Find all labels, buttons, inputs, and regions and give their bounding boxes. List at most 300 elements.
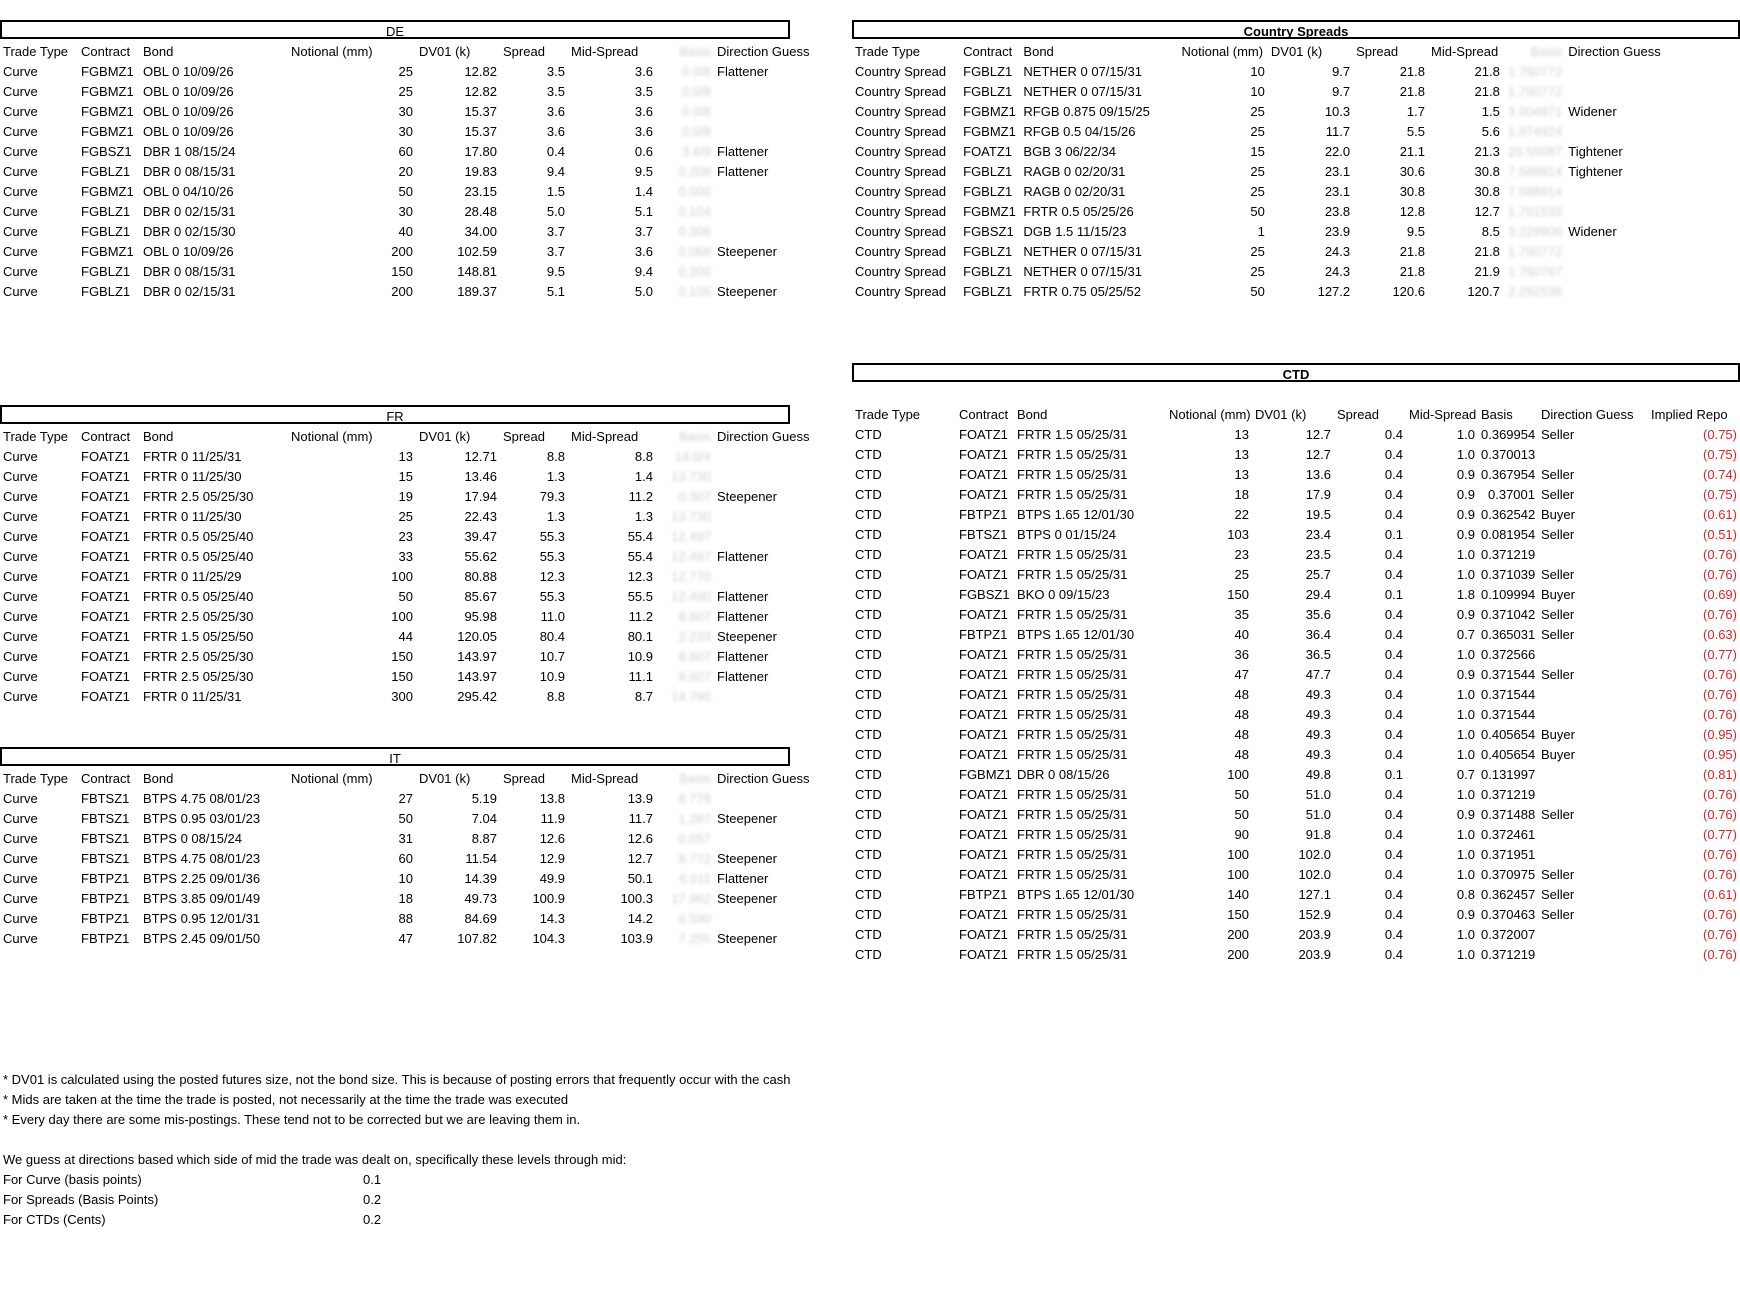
table-cell: 102.59 bbox=[457, 244, 497, 259]
table-cell: FOATZ1 bbox=[959, 907, 1008, 922]
table-cell bbox=[1538, 545, 1648, 565]
table-cell: 12.6 bbox=[539, 831, 565, 846]
table-cell: Curve bbox=[3, 64, 38, 79]
table-cell: FOATZ1 bbox=[81, 689, 130, 704]
table-cell: FBTSZ1 bbox=[81, 831, 130, 846]
table-cell: 0.367954 bbox=[1481, 467, 1536, 482]
table-cell: 0.4 bbox=[1384, 947, 1403, 962]
table-cell: (0.95) bbox=[1703, 747, 1737, 762]
table-cell: 1.0 bbox=[1456, 827, 1475, 842]
table-cell: 0.371219 bbox=[1481, 787, 1536, 802]
table-cell: Curve bbox=[3, 669, 38, 684]
table-cell: Curve bbox=[3, 164, 38, 179]
table-cell: 0.1 bbox=[1384, 527, 1403, 542]
table-cell: FGBMZ1 bbox=[81, 244, 134, 259]
table-cell: 0.6 bbox=[634, 144, 653, 159]
table-row bbox=[0, 487, 824, 507]
level-label: For Spreads (Basis Points) bbox=[3, 1192, 159, 1207]
table-cell: 20.55087 bbox=[1508, 144, 1563, 159]
column-header: DV01 (k) bbox=[419, 771, 471, 786]
table-cell: 203.9 bbox=[1298, 947, 1331, 962]
table-cell: 8.772 bbox=[678, 851, 711, 866]
table-cell: 49.3 bbox=[1305, 727, 1331, 742]
table-cell: FOATZ1 bbox=[963, 144, 1012, 159]
table-cell: 0.4 bbox=[1384, 627, 1403, 642]
column-header: Trade Type bbox=[3, 771, 69, 786]
table-cell: BTPS 0.95 03/01/23 bbox=[143, 811, 261, 826]
table-cell: FGBSZ1 bbox=[963, 224, 1014, 239]
table-cell: 0.4 bbox=[1384, 467, 1403, 482]
table-cell: BGB 3 06/22/34 bbox=[1023, 144, 1116, 159]
column-header: Bond bbox=[143, 771, 174, 786]
table-cell: 12.7 bbox=[1305, 427, 1331, 442]
table-cell: 0.208 bbox=[678, 164, 711, 179]
table-cell bbox=[714, 122, 824, 142]
table-row bbox=[0, 447, 824, 467]
table-cell: 0.0/8 bbox=[682, 104, 711, 119]
table-cell: CTD bbox=[855, 647, 882, 662]
table-cell: 49.8 bbox=[1305, 767, 1331, 782]
table-cell: FRTR 0 11/25/30 bbox=[143, 469, 242, 484]
table-cell: FRTR 1.5 05/25/31 bbox=[1017, 907, 1128, 922]
table-cell: 12.9 bbox=[539, 851, 565, 866]
table-cell: CTD bbox=[855, 867, 882, 882]
level-label: For Curve (basis points) bbox=[3, 1172, 142, 1187]
table-cell: (0.76) bbox=[1703, 547, 1737, 562]
table-cell: 12.497 bbox=[671, 549, 711, 564]
table-cell bbox=[1538, 445, 1648, 465]
table-cell: 0.307 bbox=[678, 489, 711, 504]
table-cell: FRTR 1.5 05/25/31 bbox=[1017, 747, 1128, 762]
table-cell: 0.372566 bbox=[1481, 647, 1536, 662]
table-row bbox=[852, 505, 1740, 525]
table-row bbox=[0, 849, 824, 869]
table-cell: 13.730 bbox=[671, 469, 711, 484]
table-cell: (0.76) bbox=[1703, 787, 1737, 802]
table-cell: 0.081954 bbox=[1481, 527, 1536, 542]
table-cell: 21.1 bbox=[1399, 144, 1425, 159]
table-cell: 0.7 bbox=[1456, 767, 1475, 782]
table-cell: Flattener bbox=[717, 609, 769, 624]
table-cell: 21.8 bbox=[1474, 244, 1500, 259]
table-cell: 3.6 bbox=[546, 104, 565, 119]
table-cell: 127.2 bbox=[1317, 284, 1351, 299]
table-cell: 50 bbox=[1234, 787, 1249, 802]
table-cell: 15.37 bbox=[464, 124, 497, 139]
table-cell: 49.3 bbox=[1305, 707, 1331, 722]
table-row bbox=[852, 82, 1740, 102]
table-cell: DBR 1 08/15/24 bbox=[143, 144, 236, 159]
table-cell: 80.88 bbox=[464, 569, 497, 584]
table-cell: 15 bbox=[398, 469, 413, 484]
table-cell: 30 bbox=[398, 104, 413, 119]
table-row bbox=[852, 485, 1740, 505]
table-cell: (0.77) bbox=[1703, 647, 1737, 662]
table-cell bbox=[714, 182, 824, 202]
table-cell: CTD bbox=[855, 947, 882, 962]
table-cell bbox=[714, 687, 824, 707]
table-cell: 9.7 bbox=[1332, 64, 1351, 79]
table-cell: 3.6 bbox=[546, 124, 565, 139]
table-row bbox=[852, 182, 1740, 202]
table-cell: 1.0 bbox=[1456, 847, 1475, 862]
table-cell: 12.8 bbox=[1399, 204, 1425, 219]
table-cell: 0.4 bbox=[1384, 707, 1403, 722]
table-cell: 15 bbox=[1250, 144, 1265, 159]
table-cell: 103 bbox=[1227, 527, 1249, 542]
table-cell: 21.8 bbox=[1474, 84, 1500, 99]
table-cell: 11.7 bbox=[628, 811, 653, 826]
table-cell: 0.371039 bbox=[1481, 567, 1536, 582]
table-cell: 0.362542 bbox=[1481, 507, 1536, 522]
header-row bbox=[852, 405, 1740, 425]
table-cell: 0.4 bbox=[1384, 547, 1403, 562]
table-cell: 143.97 bbox=[457, 649, 497, 664]
table-cell: 0.4 bbox=[1384, 787, 1403, 802]
table-row bbox=[0, 222, 824, 242]
table-cell: Curve bbox=[3, 489, 38, 504]
table-cell: FRTR 1.5 05/25/50 bbox=[143, 629, 254, 644]
table-row bbox=[0, 262, 824, 282]
table-row bbox=[852, 685, 1740, 705]
table-cell: Curve bbox=[3, 244, 38, 259]
table-cell: 100.9 bbox=[532, 891, 565, 906]
table-row bbox=[852, 765, 1740, 785]
table-cell: 44 bbox=[398, 629, 413, 644]
table-cell: 140 bbox=[1227, 887, 1249, 902]
table-cell: FOATZ1 bbox=[959, 427, 1008, 442]
table-cell: Curve bbox=[3, 509, 38, 524]
table-cell: Seller bbox=[1541, 607, 1575, 622]
table-cell: Seller bbox=[1541, 567, 1575, 582]
table-cell bbox=[714, 262, 824, 282]
table-cell: 23.9 bbox=[1324, 224, 1351, 239]
table-cell: FRTR 1.5 05/25/31 bbox=[1017, 927, 1128, 942]
table-cell: Curve bbox=[3, 871, 38, 886]
table-cell: FRTR 1.5 05/25/31 bbox=[1017, 787, 1128, 802]
table-cell: 3.7 bbox=[634, 224, 653, 239]
table-cell: FOATZ1 bbox=[81, 569, 130, 584]
table-cell: FGBMZ1 bbox=[963, 204, 1016, 219]
table-cell: 0.371544 bbox=[1481, 707, 1536, 722]
table-cell: 1.0 bbox=[1456, 927, 1475, 942]
table-cell: BTPS 2.25 09/01/36 bbox=[143, 871, 261, 886]
note-mispostings: * Every day there are some mis-postings. These tend not to be corrected but we are leaving them in. bbox=[3, 1112, 581, 1127]
table-cell: 91.8 bbox=[1305, 827, 1331, 842]
table-cell bbox=[1538, 645, 1648, 665]
table-row bbox=[852, 645, 1740, 665]
table-cell: 23 bbox=[398, 529, 413, 544]
table-cell: 33 bbox=[398, 549, 413, 564]
table-cell: FOATZ1 bbox=[959, 647, 1008, 662]
table-cell: 5.6 bbox=[1481, 124, 1500, 139]
table-cell: 10.3 bbox=[1324, 104, 1351, 119]
table-cell: FRTR 0 11/25/31 bbox=[143, 449, 242, 464]
table-row bbox=[852, 222, 1740, 242]
table-cell: FGBMZ1 bbox=[81, 184, 134, 199]
table-cell: 49.3 bbox=[1305, 687, 1331, 702]
table-cell: Flattener bbox=[717, 164, 769, 179]
table-cell: OBL 0 04/10/26 bbox=[143, 184, 234, 199]
table-cell: 21.9 bbox=[1474, 264, 1500, 279]
table-cell: 8.8 bbox=[634, 449, 653, 464]
note-mids: * Mids are taken at the time the trade is posted, not necessarily at the time the trade was executed bbox=[3, 1092, 569, 1107]
table-cell: 0.4 bbox=[1384, 427, 1403, 442]
table-cell: 3.229906 bbox=[1508, 224, 1563, 239]
ctd-title: CTD bbox=[852, 363, 1740, 382]
table-cell: 40 bbox=[1234, 627, 1249, 642]
note-dv01: * DV01 is calculated using the posted futures size, not the bond size. This is because of posting errors that frequently occur with the cash bbox=[3, 1072, 791, 1087]
it-table bbox=[0, 769, 824, 949]
table-cell: CTD bbox=[855, 827, 882, 842]
table-cell: Steepener bbox=[717, 851, 777, 866]
table-cell: 5.0 bbox=[546, 204, 565, 219]
column-header: Direction Guess bbox=[717, 771, 810, 786]
table-cell: 48 bbox=[1234, 747, 1249, 762]
table-cell: 100 bbox=[1227, 867, 1249, 882]
table-cell: 13 bbox=[1234, 467, 1249, 482]
table-cell: 50 bbox=[398, 589, 413, 604]
table-cell: OBL 0 10/09/26 bbox=[143, 64, 234, 79]
table-cell: FGBSZ1 bbox=[959, 587, 1010, 602]
table-cell: 104.3 bbox=[532, 931, 565, 946]
table-cell: 12.497 bbox=[671, 529, 711, 544]
table-cell: 10 bbox=[1250, 84, 1265, 99]
table-cell: CTD bbox=[855, 487, 882, 502]
table-cell: FGBLZ1 bbox=[81, 204, 131, 219]
table-cell: OBL 0 10/09/26 bbox=[143, 104, 234, 119]
table-cell: Curve bbox=[3, 831, 38, 846]
table-cell: 8.7 bbox=[634, 689, 653, 704]
table-cell: 10.9 bbox=[627, 649, 653, 664]
table-cell: DBR 0 02/15/30 bbox=[143, 224, 236, 239]
table-cell: OBL 0 10/09/26 bbox=[143, 124, 234, 139]
table-cell: 27 bbox=[398, 791, 413, 806]
column-header: Notional (mm) bbox=[291, 771, 373, 786]
table-cell: Curve bbox=[3, 449, 38, 464]
table-cell: FGBLZ1 bbox=[81, 164, 131, 179]
table-cell: 0.8 bbox=[1456, 887, 1475, 902]
table-cell: 120.7 bbox=[1467, 284, 1500, 299]
table-row bbox=[852, 62, 1740, 82]
table-cell: 30.8 bbox=[1399, 184, 1425, 199]
table-row bbox=[0, 82, 824, 102]
table-cell: Curve bbox=[3, 84, 38, 99]
table-cell: 25 bbox=[398, 64, 413, 79]
table-cell: 0.4 bbox=[1384, 907, 1403, 922]
table-cell: 1.760772 bbox=[1508, 84, 1563, 99]
table-cell: 21.8 bbox=[1399, 244, 1425, 259]
column-header: Notional (mm) bbox=[291, 44, 373, 59]
table-cell: Curve bbox=[3, 609, 38, 624]
table-cell: 1.3 bbox=[634, 509, 653, 524]
note-spacer bbox=[3, 1130, 790, 1150]
table-cell: 14.790 bbox=[671, 689, 711, 704]
table-row bbox=[0, 162, 824, 182]
table-cell: 0.9 bbox=[1456, 527, 1475, 542]
table-cell: 28.48 bbox=[464, 204, 497, 219]
table-cell: Curve bbox=[3, 891, 38, 906]
table-cell: 0.371544 bbox=[1481, 687, 1536, 702]
table-cell: 12.82 bbox=[464, 64, 497, 79]
table-cell: 1.0 bbox=[1456, 427, 1475, 442]
table-cell: Seller bbox=[1541, 887, 1575, 902]
table-cell: 11.9 bbox=[540, 811, 565, 826]
table-cell: FRTR 0.5 05/25/40 bbox=[143, 549, 254, 564]
table-row bbox=[0, 869, 824, 889]
table-cell: Country Spread bbox=[855, 124, 947, 139]
table-cell: Seller bbox=[1541, 667, 1575, 682]
table-cell: 29.4 bbox=[1305, 587, 1331, 602]
table-row bbox=[852, 282, 1740, 302]
it-title: IT bbox=[0, 747, 790, 766]
table-cell: 80.1 bbox=[627, 629, 653, 644]
table-cell: 12.770 bbox=[671, 569, 711, 584]
table-row bbox=[852, 545, 1740, 565]
column-header: Mid-Spread bbox=[571, 44, 639, 59]
table-cell: 0.4 bbox=[1384, 867, 1403, 882]
table-cell: FRTR 1.5 05/25/31 bbox=[1017, 547, 1128, 562]
table-cell: FGBMZ1 bbox=[81, 64, 134, 79]
table-row bbox=[0, 627, 824, 647]
table-cell: FBTPZ1 bbox=[81, 931, 130, 946]
table-row bbox=[0, 929, 824, 949]
table-row bbox=[852, 242, 1740, 262]
table-row bbox=[0, 547, 824, 567]
table-cell: 60 bbox=[398, 851, 413, 866]
table-cell: 85.67 bbox=[464, 589, 497, 604]
table-cell: 0.4 bbox=[1384, 507, 1403, 522]
table-cell: Curve bbox=[3, 549, 38, 564]
table-cell: 19.83 bbox=[464, 164, 497, 179]
table-cell: FOATZ1 bbox=[81, 589, 130, 604]
table-cell: CTD bbox=[855, 887, 882, 902]
table-cell: FBTPZ1 bbox=[959, 887, 1008, 902]
note-direction: We guess at directions based which side of mid the trade was dealt on, specifically these levels through mid: bbox=[3, 1152, 627, 1167]
table-cell: (0.76) bbox=[1703, 607, 1737, 622]
table-cell: 3.5 bbox=[546, 84, 565, 99]
level-spreads bbox=[3, 1190, 790, 1210]
table-cell: 11.0 bbox=[540, 609, 565, 624]
table-cell: 100 bbox=[391, 569, 413, 584]
table-cell: FOATZ1 bbox=[81, 549, 130, 564]
table-cell: FRTR 0 11/25/30 bbox=[143, 509, 242, 524]
table-cell: FOATZ1 bbox=[81, 629, 130, 644]
table-cell: FOATZ1 bbox=[81, 529, 130, 544]
column-header: Mid-Spread bbox=[571, 771, 639, 786]
table-cell: FRTR 0 11/25/29 bbox=[143, 569, 242, 584]
table-row bbox=[0, 567, 824, 587]
table-cell bbox=[714, 222, 824, 242]
table-cell: RFGB 0.875 09/15/25 bbox=[1023, 104, 1150, 119]
table-cell: 0.4 bbox=[1384, 687, 1403, 702]
table-cell: FRTR 1.5 05/25/31 bbox=[1017, 667, 1128, 682]
table-cell: 0.4 bbox=[1384, 747, 1403, 762]
table-cell: 8.5 bbox=[1481, 224, 1500, 239]
table-cell: 102.0 bbox=[1298, 867, 1331, 882]
table-cell: 143.97 bbox=[457, 669, 497, 684]
table-cell: 13 bbox=[398, 449, 413, 464]
table-row bbox=[0, 102, 824, 122]
table-cell: 0.104 bbox=[678, 204, 711, 219]
table-cell: 0.9 bbox=[1456, 507, 1475, 522]
table-cell: 120.05 bbox=[457, 629, 497, 644]
table-cell: 150 bbox=[1227, 907, 1249, 922]
table-cell: 7.04 bbox=[471, 811, 497, 826]
table-cell: 8.87 bbox=[471, 831, 497, 846]
table-cell: 8.607 bbox=[678, 669, 711, 684]
table-cell: Country Spread bbox=[855, 104, 947, 119]
header-row bbox=[0, 42, 824, 62]
level-ctds bbox=[3, 1210, 790, 1230]
table-cell: FOATZ1 bbox=[959, 847, 1008, 862]
table-cell: FOATZ1 bbox=[959, 467, 1008, 482]
table-cell: 127.1 bbox=[1298, 887, 1331, 902]
table-cell: 1.0 bbox=[1456, 787, 1475, 802]
table-cell: 0.1 bbox=[1384, 587, 1403, 602]
table-cell: 1.0 bbox=[1456, 687, 1475, 702]
table-cell: 22.0 bbox=[1324, 144, 1351, 159]
table-cell: 0.7 bbox=[1456, 627, 1475, 642]
table-cell: 5.1 bbox=[546, 284, 565, 299]
table-cell: 36.4 bbox=[1305, 627, 1331, 642]
table-cell: 1.5 bbox=[1481, 104, 1500, 119]
table-cell: NETHER 0 07/15/31 bbox=[1023, 64, 1142, 79]
table-cell: 17.94 bbox=[464, 489, 497, 504]
table-cell: 0.371219 bbox=[1481, 547, 1536, 562]
table-cell bbox=[1538, 785, 1648, 805]
table-cell: FRTR 1.5 05/25/31 bbox=[1017, 807, 1128, 822]
table-cell: Seller bbox=[1541, 627, 1575, 642]
table-cell: CTD bbox=[855, 807, 882, 822]
table-cell: FOATZ1 bbox=[959, 607, 1008, 622]
table-cell: 14.3 bbox=[539, 911, 565, 926]
table-cell: 150 bbox=[1227, 587, 1249, 602]
column-header: Spread bbox=[503, 44, 545, 59]
table-cell: FRTR 1.5 05/25/31 bbox=[1017, 427, 1128, 442]
table-cell: Tightener bbox=[1568, 164, 1623, 179]
table-cell: 12.490 bbox=[671, 589, 711, 604]
table-cell: BTPS 0 08/15/24 bbox=[143, 831, 243, 846]
table-cell: 19.5 bbox=[1305, 507, 1331, 522]
table-cell: 11.1 bbox=[628, 669, 653, 684]
table-cell: FOATZ1 bbox=[959, 747, 1008, 762]
table-cell: Curve bbox=[3, 931, 38, 946]
table-cell: CTD bbox=[855, 727, 882, 742]
table-cell: 49.3 bbox=[1305, 747, 1331, 762]
table-cell: FRTR 1.5 05/25/31 bbox=[1017, 687, 1128, 702]
table-cell: FOATZ1 bbox=[959, 687, 1008, 702]
table-cell: FOATZ1 bbox=[81, 669, 130, 684]
table-cell: 55.3 bbox=[539, 549, 565, 564]
column-header: Direction Guess bbox=[717, 429, 810, 444]
table-cell: NETHER 0 07/15/31 bbox=[1023, 84, 1142, 99]
table-cell: 3.004971 bbox=[1508, 104, 1563, 119]
table-cell: 84.69 bbox=[464, 911, 497, 926]
table-cell: 1.3 bbox=[546, 509, 565, 524]
table-cell: FOATZ1 bbox=[81, 509, 130, 524]
table-cell: CTD bbox=[855, 547, 882, 562]
column-header: Spread bbox=[503, 429, 545, 444]
table-cell: 0.200 bbox=[678, 264, 711, 279]
column-header: Bond bbox=[143, 429, 174, 444]
table-cell: 7.588914 bbox=[1508, 164, 1563, 179]
table-cell: 25 bbox=[1250, 184, 1265, 199]
table-cell: Curve bbox=[3, 104, 38, 119]
table-cell: (0.61) bbox=[1703, 887, 1737, 902]
table-cell: 1.760772 bbox=[1508, 244, 1563, 259]
table-cell: Curve bbox=[3, 589, 38, 604]
